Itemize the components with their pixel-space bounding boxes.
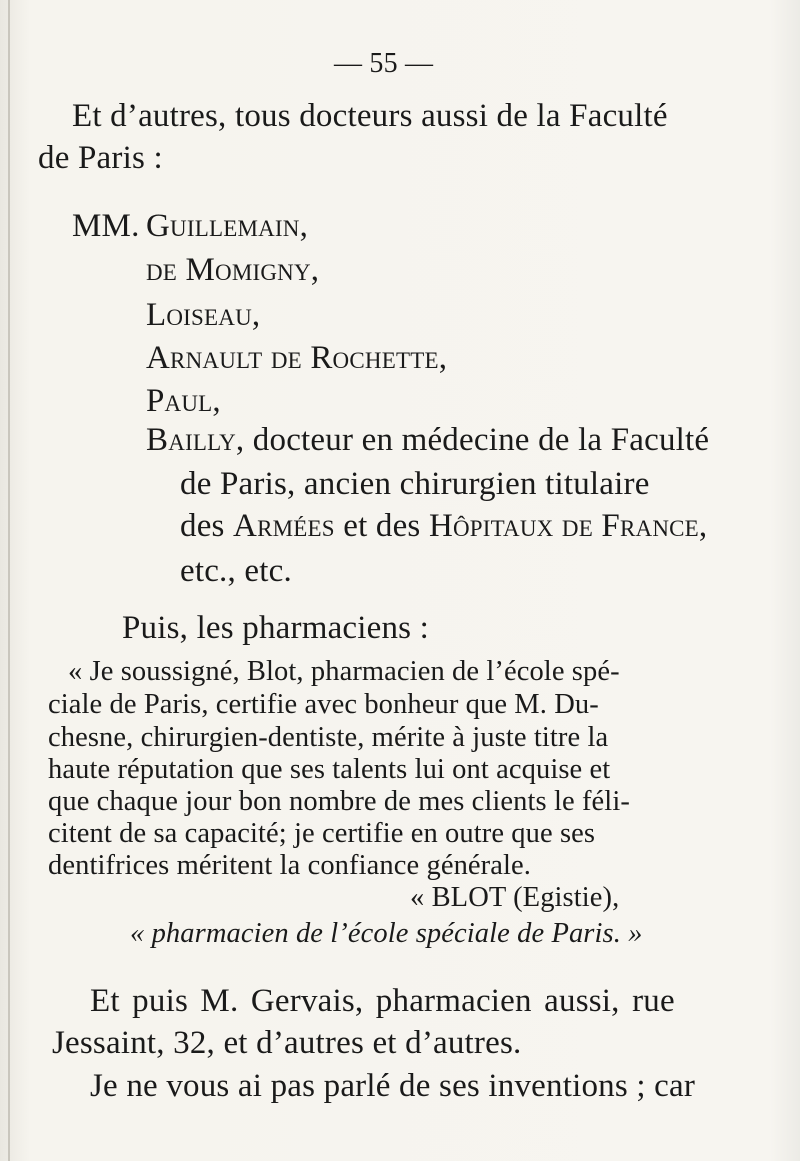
bailly-line-4: etc., etc. xyxy=(180,553,292,589)
quote-line: dentifrices méritent la confiance générale. xyxy=(48,850,531,881)
gervais-line-2: Jessaint, 32, et d’autres et d’autres. xyxy=(52,1025,522,1061)
signature-title: « pharmacien de l’école spéciale de Paris. » xyxy=(130,918,643,949)
page-number: — 55 — xyxy=(334,48,434,79)
quote-line: « Je soussigné, Blot, pharmacien de l’école spé- xyxy=(68,656,620,687)
quote-line: citent de sa capacité; je certifie en outre que ses xyxy=(48,818,596,849)
page-binding-edge xyxy=(8,0,10,1161)
doctor-name-guillemain: Guillemain, xyxy=(146,208,309,244)
mm-label: MM. xyxy=(72,208,140,244)
quote-line: haute réputation que ses talents lui ont acquise et xyxy=(48,754,611,785)
doctor-name-momigny: de Momigny, xyxy=(146,252,320,288)
quote-line: chesne, chirurgien-dentiste, mérite à juste titre la xyxy=(48,722,609,753)
signature: « BLOT (Egistie), xyxy=(410,882,620,913)
bailly-line-1 xyxy=(146,422,709,459)
last-line: Je ne vous ai pas parlé de ses inventions ; car xyxy=(90,1068,696,1104)
doctor-name-paul: Paul, xyxy=(146,383,221,419)
bailly-line-3 xyxy=(180,508,707,545)
armees-text: Armées xyxy=(233,508,335,544)
bailly-description: docteur en médecine de la Faculté xyxy=(252,422,710,458)
quote-line: que chaque jour bon nombre de mes clients le féli- xyxy=(48,786,630,817)
bailly-line-3-pre: des xyxy=(180,508,225,544)
hopitaux-text: Hôpitaux de France, xyxy=(428,508,708,544)
intro-line-2: de Paris : xyxy=(38,140,163,176)
intro-line-1: Et d’autres, tous docteurs aussi de la Faculté xyxy=(72,98,668,134)
doctor-name-rochette: Arnault de Rochette, xyxy=(146,340,448,376)
doctor-name-loiseau: Loiseau, xyxy=(146,297,261,333)
quote-line: ciale de Paris, certifie avec bonheur que M. Du- xyxy=(48,689,599,720)
bailly-line-2: de Paris, ancien chirurgien titulaire xyxy=(180,466,650,502)
pharmaciens-intro: Puis, les pharmaciens : xyxy=(122,610,430,646)
doctor-name-bailly: Bailly, xyxy=(146,422,245,458)
bailly-line-3-mid: et des xyxy=(343,508,421,544)
gervais-line-1: Et puis M. Gervais, pharmacien aussi, rue xyxy=(90,983,675,1019)
